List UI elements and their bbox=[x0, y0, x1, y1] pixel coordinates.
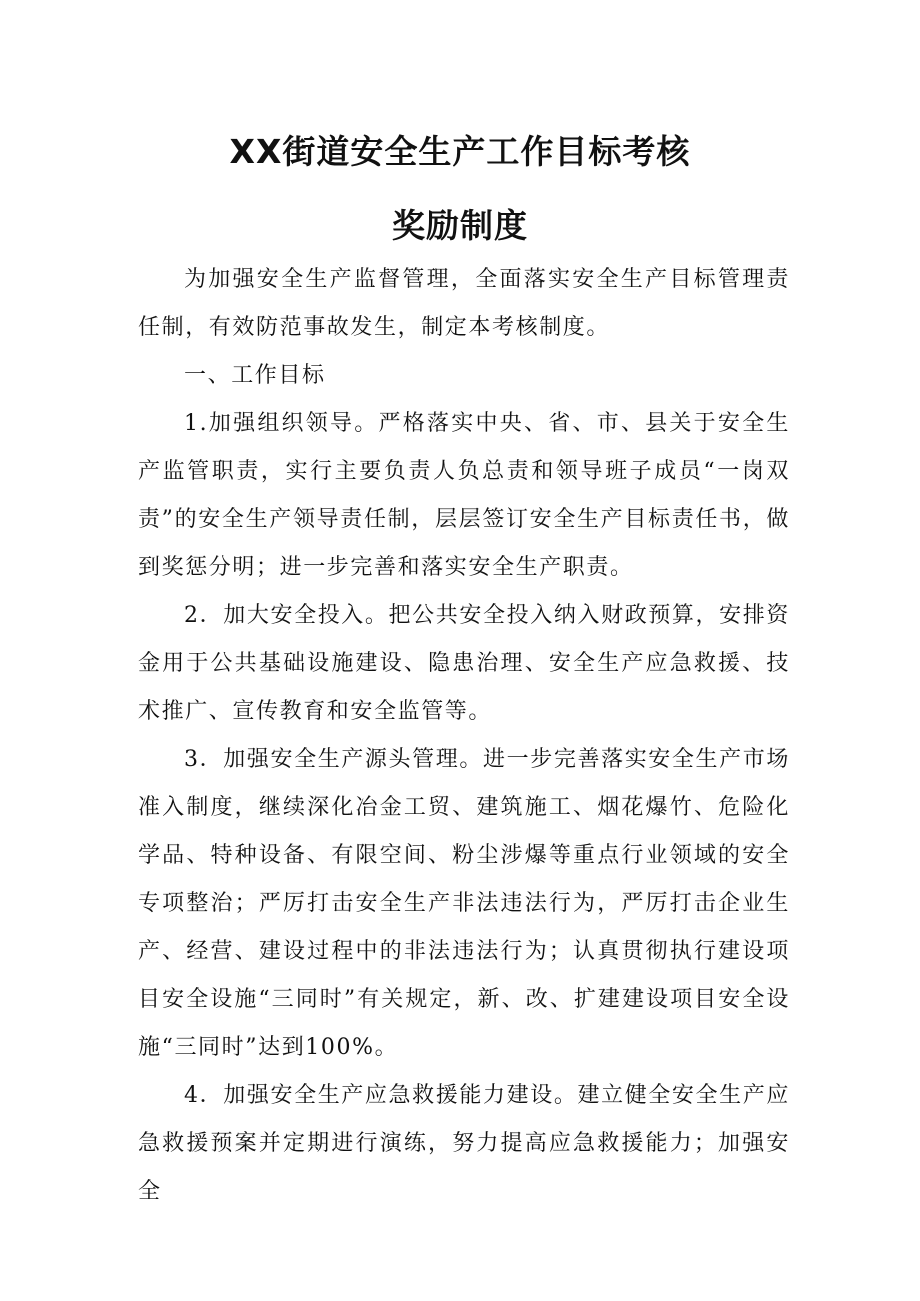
paragraph-item-2: 2．加大安全投入。把公共安全投入纳入财政预算，安排资金用于公共基础设施建设、隐患治理、安全生产应急救援、技术推广、宣传教育和安全监管等。 bbox=[138, 603, 790, 724]
paragraph-intro: 为加强安全生产监督管理，全面落实安全生产目标管理责任制，有效防范事故发生，制定本考核制度。 bbox=[138, 267, 790, 340]
paragraph-item-4: 4．加强安全生产应急救援能力建设。建立健全安全生产应急救援预案并定期进行演练，努力提高应急救援能力；加强安全 bbox=[138, 1083, 790, 1204]
document-body bbox=[138, 256, 790, 1216]
section-heading-work-goals: 一、工作目标 bbox=[184, 363, 326, 388]
paragraph-item-1: 1.加强组织领导。严格落实中央、省、市、县关于安全生产监管职责，实行主要负责人负总责和领导班子成员“一岗双责”的安全生产领导责任制，层层签订安全生产目标责任书，做到奖惩分明；进一步完善和落实安全生产职责。 bbox=[138, 411, 790, 580]
paragraph-item-3: 3．加强安全生产源头管理。进一步完善落实安全生产市场准入制度，继续深化冶金工贸、建筑施工、烟花爆竹、危险化学品、特种设备、有限空间、粉尘涉爆等重点行业领域的安全专项整治；严厉打击安全生产非法违法行为，严厉打击企业生产、经营、建设过程中的非法违法行为；认真贯彻执行建设项目安全设施“三同时”有关规定，新、改、扩建建设项目安全设施“三同时”达到100%。 bbox=[138, 747, 790, 1060]
document-title-line-1: XX街道安全生产工作目标考核 bbox=[229, 132, 691, 171]
document-title-line-2: 奖励制度 bbox=[392, 206, 528, 245]
